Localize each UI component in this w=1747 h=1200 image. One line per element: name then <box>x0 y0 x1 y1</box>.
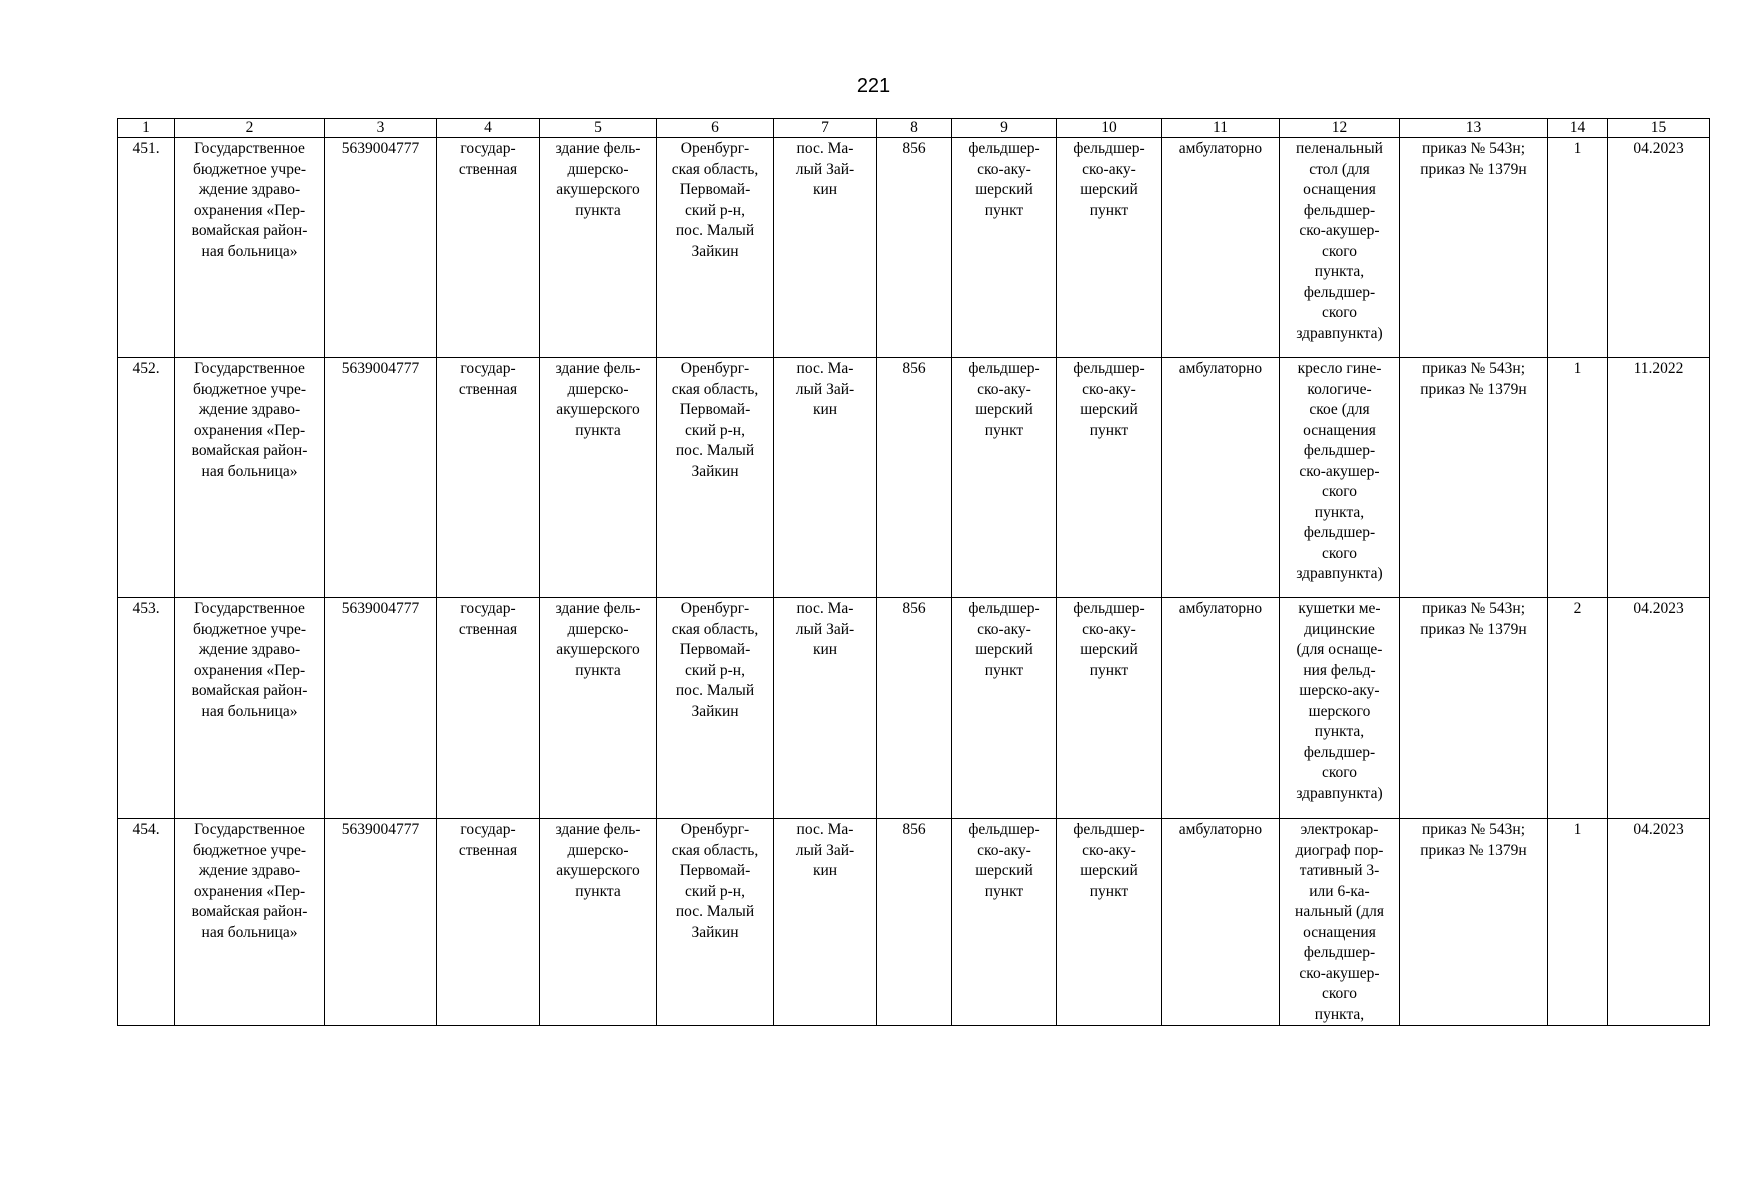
table-header-row <box>118 119 1710 138</box>
column-header: 1 <box>118 119 175 138</box>
building-text: здание фель- дшерско- акушерского пункта <box>555 360 641 439</box>
organization-name-text: Государственное бюджетное учре- ждение здраво- охранения «Пер- вомайская район- ная больница» <box>191 360 308 480</box>
inn-cell: 5639004777 <box>325 819 437 1026</box>
address-cell <box>657 598 774 819</box>
unit-cell <box>1057 819 1162 1026</box>
organization-name <box>175 358 325 598</box>
organization-name <box>175 138 325 358</box>
equipment-cell <box>1280 138 1400 358</box>
ownership-text: государ- ственная <box>458 140 518 178</box>
column-header: 5 <box>540 119 657 138</box>
date-cell: 04.2023 <box>1608 598 1710 819</box>
order-text: приказ № 543н; приказ № 1379н <box>1420 360 1527 398</box>
organization-name <box>175 819 325 1026</box>
address-text: Оренбург- ская область, Первомай- ский р-н, пос. Малый Зайкин <box>671 600 759 720</box>
address-text: Оренбург- ская область, Первомай- ский р-н, пос. Малый Зайкин <box>671 821 759 941</box>
building-text: здание фель- дшерско- акушерского пункта <box>555 140 641 219</box>
table-row <box>118 138 1710 358</box>
order-cell <box>1400 819 1548 1026</box>
date-cell: 04.2023 <box>1608 819 1710 1026</box>
unit-cell <box>1057 598 1162 819</box>
locality-cell <box>774 358 877 598</box>
equipment-text: пеленальный стол (для оснащения фельдшер- ско-акушер- ского пункта, фельдшер- ского здравпункта) <box>1296 140 1383 342</box>
column-header: 11 <box>1162 119 1280 138</box>
building-text: здание фель- дшерско- акушерского пункта <box>555 600 641 679</box>
building-cell <box>540 358 657 598</box>
unit-cell <box>952 819 1057 1026</box>
locality-cell <box>774 138 877 358</box>
unit-text: фельдшер- ско-аку- шерский пункт <box>968 140 1040 219</box>
table-row <box>118 358 1710 598</box>
care-type-cell: амбулаторно <box>1162 138 1280 358</box>
column-header: 13 <box>1400 119 1548 138</box>
building-text: здание фель- дшерско- акушерского пункта <box>555 821 641 900</box>
order-text: приказ № 543н; приказ № 1379н <box>1420 821 1527 859</box>
column-header: 4 <box>437 119 540 138</box>
ownership-cell <box>437 138 540 358</box>
address-cell <box>657 358 774 598</box>
locality-text: пос. Ма- лый Зай- кин <box>795 360 855 418</box>
row-number: 451. <box>118 138 175 358</box>
ownership-cell <box>437 598 540 819</box>
address-cell <box>657 819 774 1026</box>
table-row <box>118 819 1710 1026</box>
date-cell: 04.2023 <box>1608 138 1710 358</box>
column-header: 3 <box>325 119 437 138</box>
locality-cell <box>774 598 877 819</box>
unit-text: фельдшер- ско-аку- шерский пункт <box>1073 140 1145 219</box>
unit-cell <box>952 598 1057 819</box>
order-cell <box>1400 138 1548 358</box>
order-text: приказ № 543н; приказ № 1379н <box>1420 600 1527 638</box>
row-number: 452. <box>118 358 175 598</box>
inn-cell: 5639004777 <box>325 358 437 598</box>
page-number: 221 <box>856 75 891 97</box>
building-cell <box>540 819 657 1026</box>
equipment-cell <box>1280 598 1400 819</box>
care-type-cell: амбулаторно <box>1162 358 1280 598</box>
equipment-text: электрокар- диограф пор- тативный 3- или 6-ка- нальный (для оснащения фельдшер- ско-акушер- ского пункта, <box>1295 821 1384 1023</box>
order-cell <box>1400 358 1548 598</box>
unit-text: фельдшер- ско-аку- шерский пункт <box>968 360 1040 439</box>
unit-text: фельдшер- ско-аку- шерский пункт <box>1073 821 1145 900</box>
unit-text: фельдшер- ско-аку- шерский пункт <box>968 821 1040 900</box>
equipment-text: кресло гине- кологиче- ское (для оснащения фельдшер- ско-акушер- ского пункта, фельдшер- ского здравпункта) <box>1296 360 1383 582</box>
order-text: приказ № 543н; приказ № 1379н <box>1420 140 1527 178</box>
quantity-cell: 1 <box>1548 138 1608 358</box>
order-cell <box>1400 598 1548 819</box>
unit-text: фельдшер- ско-аку- шерский пункт <box>1073 600 1145 679</box>
unit-text: фельдшер- ско-аку- шерский пункт <box>1073 360 1145 439</box>
code-cell: 856 <box>877 358 952 598</box>
code-cell: 856 <box>877 819 952 1026</box>
inn-cell: 5639004777 <box>325 598 437 819</box>
column-header: 10 <box>1057 119 1162 138</box>
address-text: Оренбург- ская область, Первомай- ский р-н, пос. Малый Зайкин <box>671 140 759 260</box>
column-header: 7 <box>774 119 877 138</box>
locality-text: пос. Ма- лый Зай- кин <box>795 821 855 879</box>
column-header: 8 <box>877 119 952 138</box>
row-number: 454. <box>118 819 175 1026</box>
column-header: 12 <box>1280 119 1400 138</box>
register-table <box>117 118 1710 1026</box>
ownership-cell <box>437 358 540 598</box>
organization-name-text: Государственное бюджетное учре- ждение здраво- охранения «Пер- вомайская район- ная больница» <box>191 821 308 941</box>
quantity-cell: 2 <box>1548 598 1608 819</box>
column-header: 2 <box>175 119 325 138</box>
column-header: 14 <box>1548 119 1608 138</box>
unit-cell <box>1057 358 1162 598</box>
unit-cell <box>952 138 1057 358</box>
unit-cell <box>952 358 1057 598</box>
equipment-cell <box>1280 819 1400 1026</box>
care-type-cell: амбулаторно <box>1162 598 1280 819</box>
quantity-cell: 1 <box>1548 819 1608 1026</box>
building-cell <box>540 138 657 358</box>
organization-name-text: Государственное бюджетное учре- ждение здраво- охранения «Пер- вомайская район- ная больница» <box>191 600 308 720</box>
ownership-text: государ- ственная <box>458 600 518 638</box>
organization-name <box>175 598 325 819</box>
row-number: 453. <box>118 598 175 819</box>
code-cell: 856 <box>877 138 952 358</box>
equipment-cell <box>1280 358 1400 598</box>
address-text: Оренбург- ская область, Первомай- ский р-н, пос. Малый Зайкин <box>671 360 759 480</box>
equipment-text: кушетки ме- дицинские (для оснаще- ния фельд- шерско-аку- шерского пункта, фельдшер- ского здравпункта) <box>1296 600 1383 802</box>
ownership-text: государ- ственная <box>458 821 518 859</box>
ownership-cell <box>437 819 540 1026</box>
code-cell: 856 <box>877 598 952 819</box>
organization-name-text: Государственное бюджетное учре- ждение здраво- охранения «Пер- вомайская район- ная больница» <box>191 140 308 260</box>
building-cell <box>540 598 657 819</box>
column-header: 9 <box>952 119 1057 138</box>
locality-text: пос. Ма- лый Зай- кин <box>795 600 855 658</box>
table-row <box>118 598 1710 819</box>
locality-text: пос. Ма- лый Зай- кин <box>795 140 855 198</box>
inn-cell: 5639004777 <box>325 138 437 358</box>
quantity-cell: 1 <box>1548 358 1608 598</box>
address-cell <box>657 138 774 358</box>
ownership-text: государ- ственная <box>458 360 518 398</box>
column-header: 15 <box>1608 119 1710 138</box>
date-cell: 11.2022 <box>1608 358 1710 598</box>
care-type-cell: амбулаторно <box>1162 819 1280 1026</box>
column-header: 6 <box>657 119 774 138</box>
locality-cell <box>774 819 877 1026</box>
unit-text: фельдшер- ско-аку- шерский пункт <box>968 600 1040 679</box>
unit-cell <box>1057 138 1162 358</box>
